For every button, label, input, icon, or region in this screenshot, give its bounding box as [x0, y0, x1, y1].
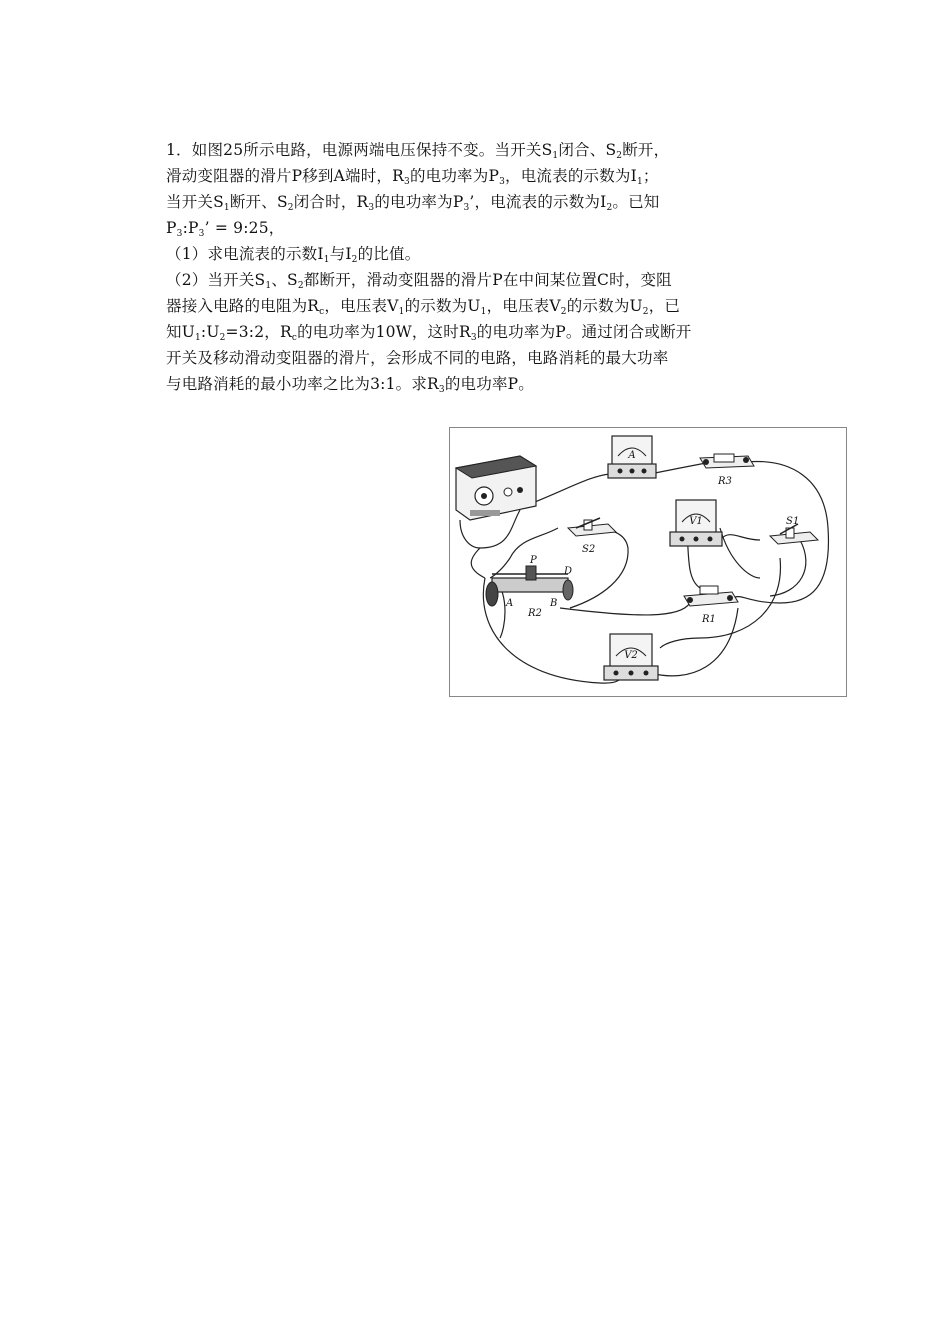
- problem-line-2: 滑动变阻器的滑片P移到A端时，$R_3$的电功率为$P_3$，电流表的示数为$I_1$；: [166, 167, 659, 187]
- voltmeter-v1-label: V1: [689, 516, 703, 527]
- power-supply: [456, 456, 536, 520]
- ammeter-label: A: [628, 450, 636, 461]
- question-2-line-3: 知$U_1:U_2=3:2$，$R_c$的电功率为10W，这时$R_3$的电功率为P。通过闭合或断开: [166, 323, 692, 343]
- switch-s1: [770, 516, 818, 544]
- voltmeter-v1: [670, 500, 722, 546]
- switch-s2: [568, 518, 616, 555]
- resistor-r3: [700, 454, 754, 487]
- label-r3: R3: [718, 476, 732, 487]
- circuit-figure: [449, 427, 847, 697]
- label-s2: S2: [582, 544, 596, 555]
- question-2-line-4: 开关及移动滑动变阻器的滑片，会形成不同的电路，电路消耗的最大功率: [166, 349, 669, 367]
- problem-line-4: $P_3:P_3$’ = 9:25，: [166, 219, 285, 239]
- label-a: A: [506, 598, 514, 609]
- label-r2: R2: [528, 608, 542, 619]
- label-s1: S1: [786, 516, 800, 527]
- circuit-diagram: [450, 428, 846, 696]
- voltmeter-v2-label: V2: [624, 650, 638, 661]
- label-b: B: [550, 598, 558, 609]
- rheostat-r2: [486, 555, 573, 619]
- problem-line-3: 当开关$S_1$断开、$S_2$闭合时，$R_3$的电功率为$P_3$’，电流表的示数为$I_2$。已知: [166, 193, 660, 213]
- resistor-r1: [684, 586, 738, 625]
- label-r1: R1: [702, 614, 716, 625]
- label-p: P: [530, 555, 537, 566]
- question-2-line-1: （2）当开关$S_1$、$S_2$都断开，滑动变阻器的滑片P在中间某位置C时，变阻: [166, 271, 672, 291]
- question-1: （1）求电流表的示数$I_1$与$I_2$的比值。: [166, 245, 421, 265]
- label-d: D: [564, 566, 573, 577]
- ammeter: [608, 436, 656, 478]
- problem-line-1: 1．如图25所示电路，电源两端电压保持不变。当开关$S_1$闭合、$S_2$断开，: [166, 141, 670, 161]
- question-2-line-2: 器接入电路的电阻为$R_c$，电压表$V_1$的示数为$U_1$，电压表$V_2$的示数为$U_2$，已: [166, 297, 681, 317]
- problem-text: [166, 137, 806, 397]
- voltmeter-v2: [604, 634, 658, 680]
- question-2-line-5: 与电路消耗的最小功率之比为3:1。求$R_3$的电功率P。: [166, 375, 534, 395]
